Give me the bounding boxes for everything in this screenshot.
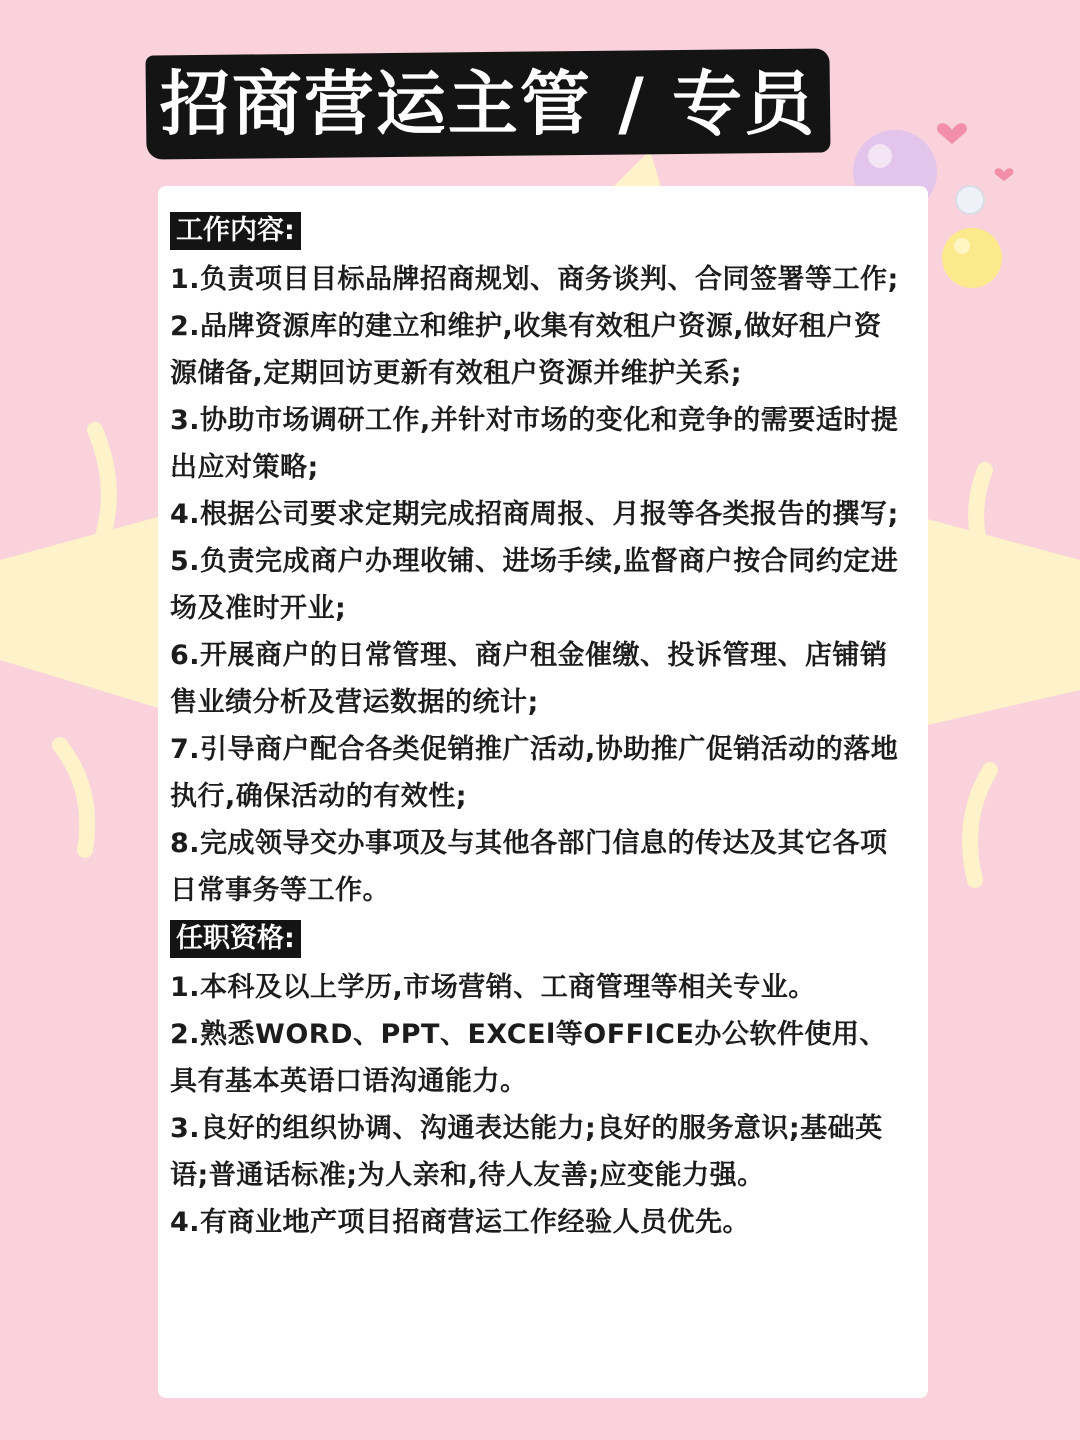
list-item: 1.负责项目目标品牌招商规划、商务谈判、合同签署等工作; bbox=[170, 264, 899, 295]
item-list bbox=[170, 964, 908, 1246]
section-job-content bbox=[170, 212, 908, 914]
title-banner bbox=[145, 48, 830, 159]
list-item: 6.开展商户的日常管理、商户租金催缴、投诉管理、店铺销售业绩分析及营运数据的统计; bbox=[170, 640, 888, 718]
small-bubble-icon bbox=[956, 186, 984, 214]
list-item: 7.引导商户配合各类促销推广活动,协助推广促销活动的落地执行,确保活动的有效性; bbox=[170, 734, 899, 812]
content-card bbox=[158, 186, 928, 1398]
list-item: 3.良好的组织协调、沟通表达能力;良好的服务意识;基础英语;普通话标准;为人亲和,待人友善;应变能力强。 bbox=[170, 1113, 883, 1191]
list-item: 5.负责完成商户办理收铺、进场手续,监督商户按合同约定进场及准时开业; bbox=[170, 546, 899, 624]
list-item: 3.协助市场调研工作,并针对市场的变化和竞争的需要适时提出应对策略; bbox=[170, 405, 899, 483]
section-heading: 工作内容: bbox=[170, 212, 301, 250]
yellow-bubble-icon bbox=[942, 228, 1002, 288]
list-item: 2.品牌资源库的建立和维护,收集有效租户资源,做好租户资源储备,定期回访更新有效租户资源并维护关系; bbox=[170, 311, 882, 389]
page-title: 招商营运主管 / 专员 bbox=[159, 63, 817, 145]
list-item: 2.熟悉WORD、PPT、EXCEl等OFFICE办公软件使用、具有基本英语口语沟通能力。 bbox=[170, 1019, 887, 1097]
section-qualifications bbox=[170, 920, 908, 1246]
item-list bbox=[170, 256, 908, 914]
list-item: 8.完成领导交办事项及与其他各部门信息的传达及其它各项日常事务等工作。 bbox=[170, 828, 888, 906]
list-item: 4.根据公司要求定期完成招商周报、月报等各类报告的撰写; bbox=[170, 499, 899, 530]
list-item: 1.本科及以上学历,市场营销、工商管理等相关专业。 bbox=[170, 972, 816, 1003]
section-heading: 任职资格: bbox=[170, 920, 301, 958]
heart-icon-small bbox=[995, 168, 1014, 181]
heart-icon bbox=[937, 123, 967, 144]
list-item: 4.有商业地产项目招商营运工作经验人员优先。 bbox=[170, 1207, 751, 1238]
